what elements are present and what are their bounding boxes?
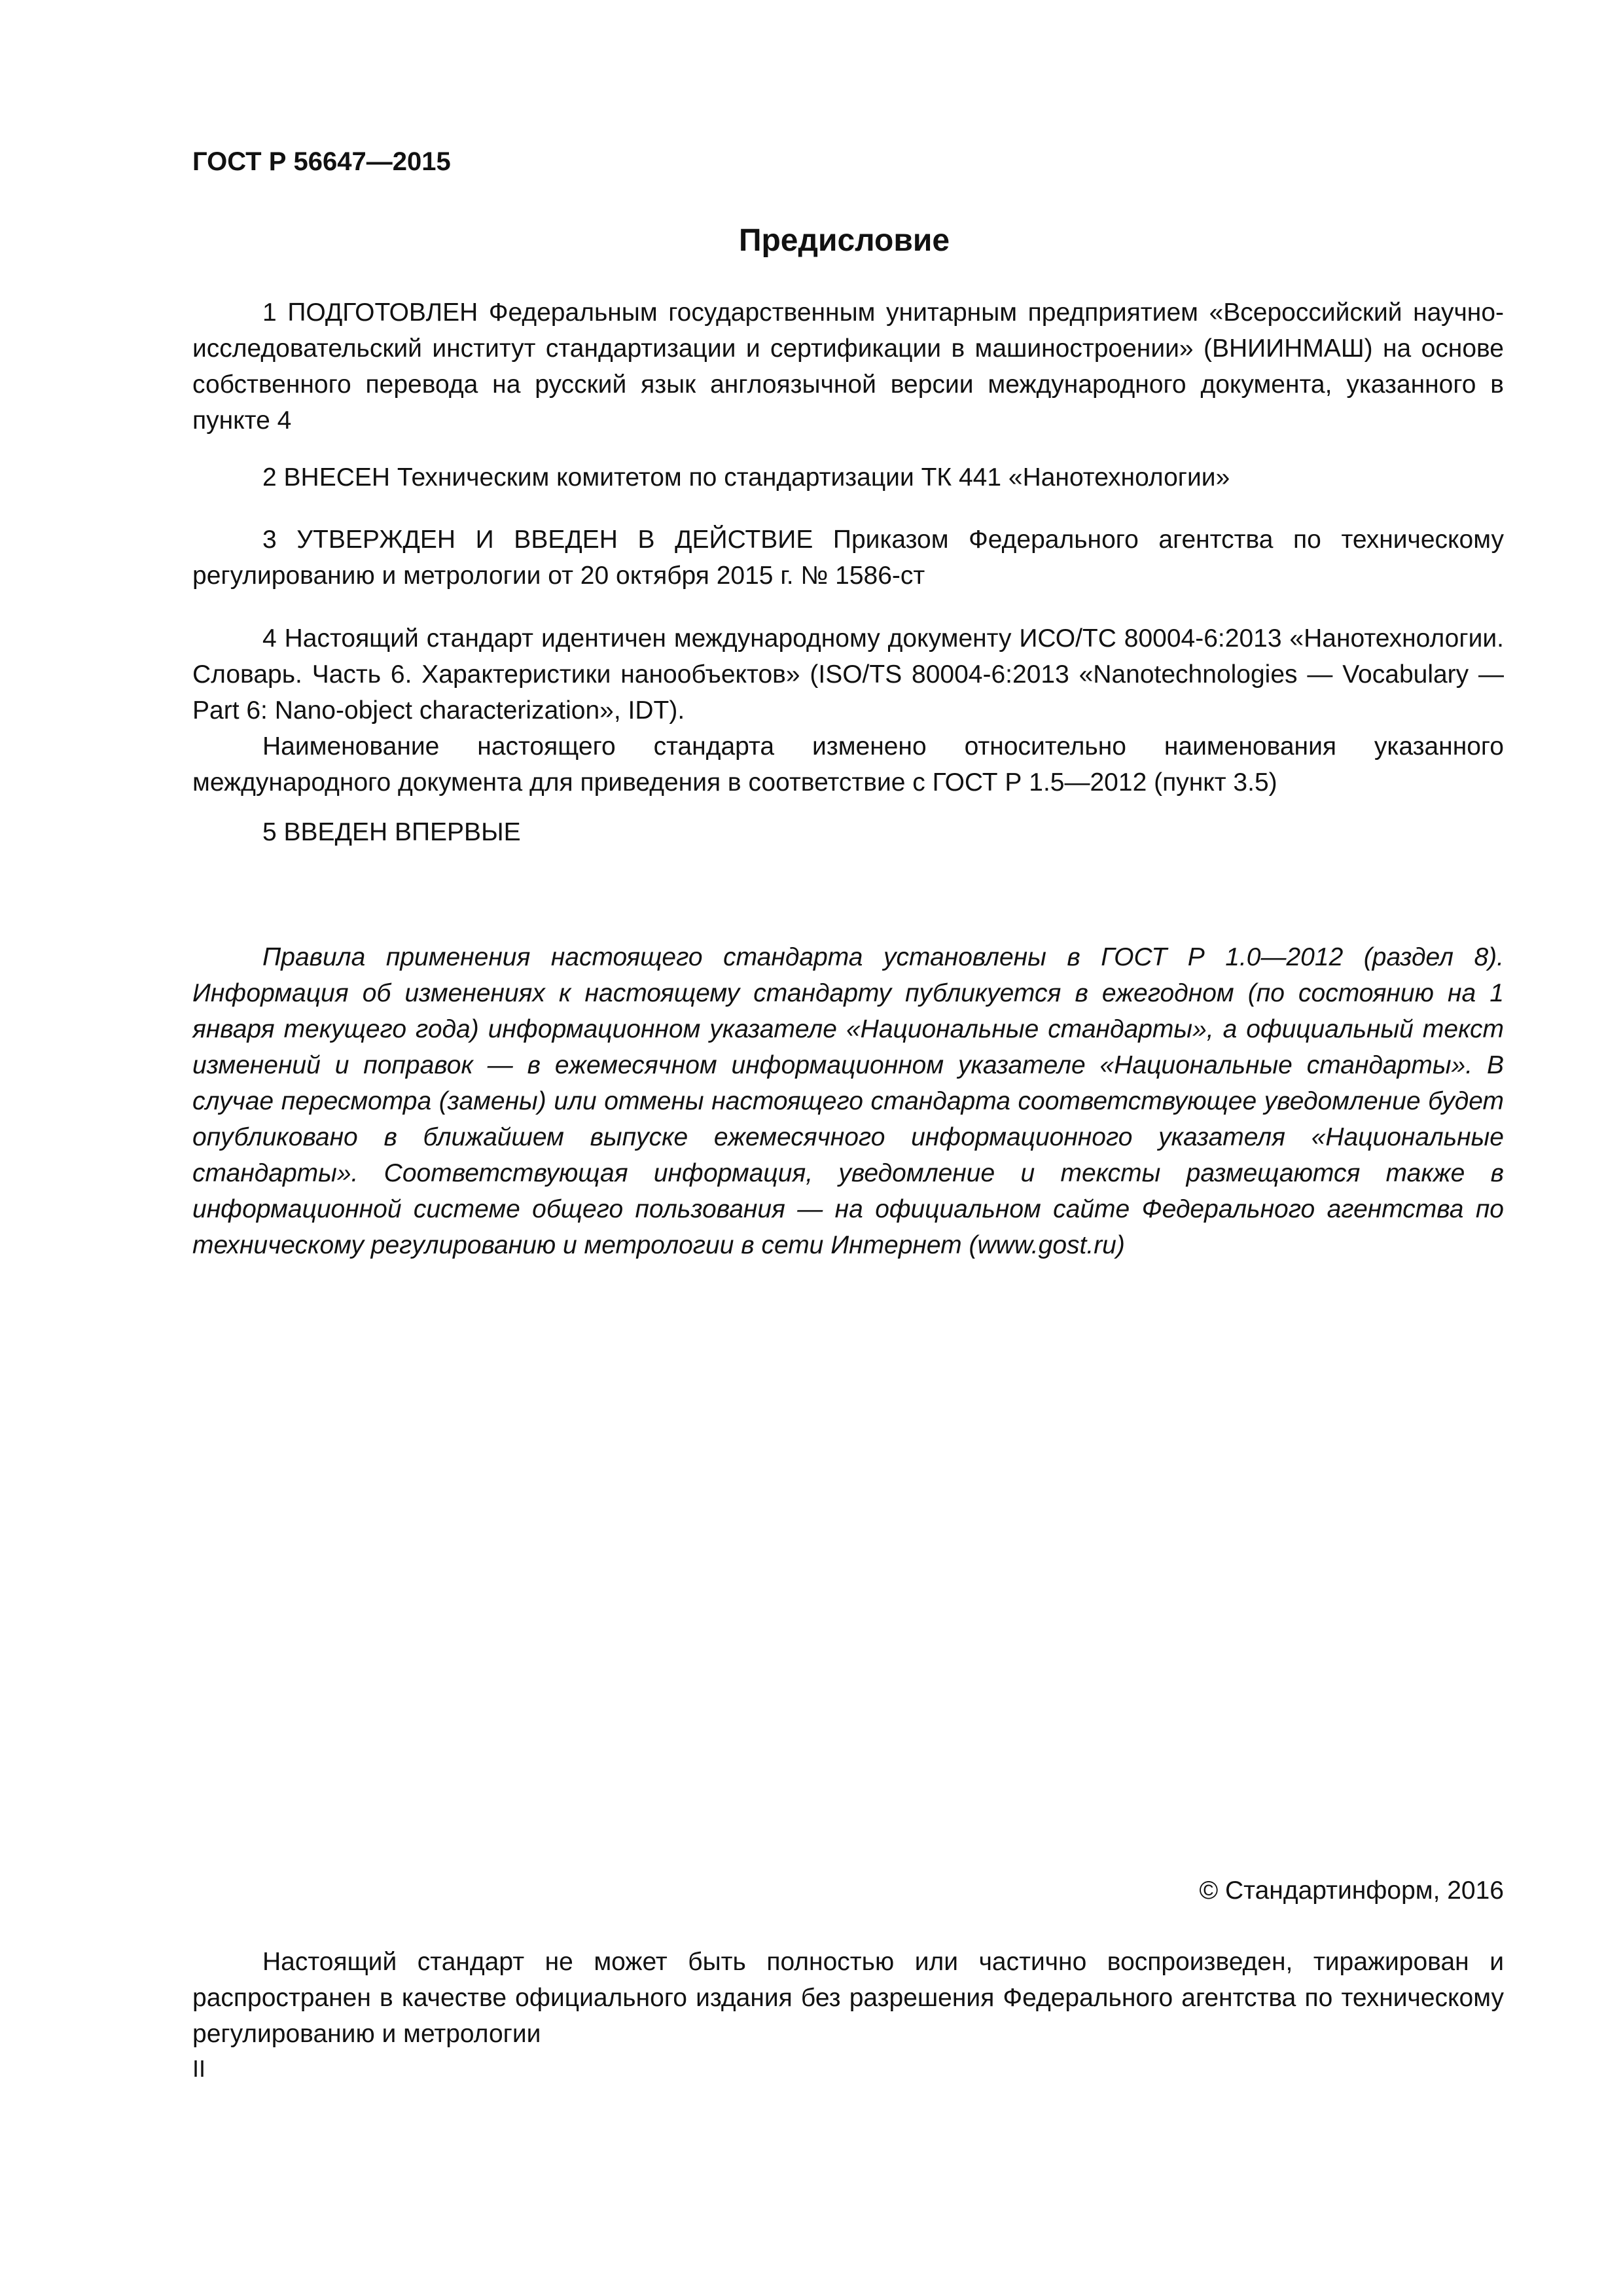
document-number-header: ГОСТ Р 56647—2015: [192, 147, 451, 176]
rules-notice: [192, 939, 1504, 1263]
paragraph-4-continuation: Наименование настоящего стандарта изменено относительно наименования указанного международного документа для приведения в соответствие с ГОСТ Р 1.5—2012 (пункт 3.5): [192, 732, 1504, 797]
paragraph-3: [192, 522, 1504, 594]
page-number: II: [192, 2055, 206, 2082]
reproduction-notice-text: Настоящий стандарт не может быть полностью или частично воспроизведен, тиражирован и распространен в качестве официального издания без разрешения Федерального агентства по техническому регулированию и метрологии: [192, 1948, 1504, 2048]
reproduction-notice: [192, 1944, 1504, 2052]
section-title: Предисловие: [738, 223, 950, 258]
paragraph-2-text: 2 ВНЕСЕН Техническим комитетом по стандартизации ТК 441 «Нанотехнологии»: [262, 463, 1230, 492]
paragraph-5-text: 5 ВВЕДЕН ВПЕРВЫЕ: [262, 818, 521, 846]
paragraph-1: [192, 295, 1504, 439]
paragraph-4: [192, 620, 1504, 800]
copyright-line: © Стандартинформ, 2016: [1199, 1876, 1504, 1905]
paragraph-5: [192, 814, 1504, 850]
rules-notice-text: Правила применения настоящего стандарта установлены в ГОСТ Р 1.0—2012 (раздел 8). Информация об изменениях к настоящему стандарту публикуется в ежегодном (по состоянию на 1 января текущего года) информационном указателе «Национальные стандарты», а официальный текст изменений и поправок — в ежемесячном информационном указателе «Национальные стандарты». В случае пересмотра (замены) или отмены настоящего стандарта соответствующее уведомление будет опубликовано в ближайшем выпуске ежемесячного информационного указателя «Национальные стандарты». Соответствующая информация, уведомление и тексты размещаются также в информационной системе общего пользования — на официальном сайте Федерального агентства по техническому регулированию и метрологии в сети Интернет (www.gost.ru): [192, 943, 1504, 1259]
paragraph-2: [192, 459, 1504, 495]
paragraph-4-text: 4 Настоящий стандарт идентичен международному документу ИСО/ТС 80004-6:2013 «Нанотехнологии. Словарь. Часть 6. Характеристики нанообъектов» (ISO/TS 80004-6:2013 «Nanotechnologies — Vocabulary — Part 6: Nano-object characterization», IDT).: [192, 624, 1504, 725]
paragraph-1-text: 1 ПОДГОТОВЛЕН Федеральным государственным унитарным предприятием «Всероссийский научно-исследовательский институт стандартизации и сертификации в машиностроении» (ВНИИНМАШ) на основе собственного перевода на русский язык англоязычной версии международного документа, указанного в пункте 4: [192, 298, 1504, 435]
paragraph-3-text: 3 УТВЕРЖДЕН И ВВЕДЕН В ДЕЙСТВИЕ Приказом Федерального агентства по техническому регулированию и метрологии от 20 октября 2015 г. № 1586-ст: [192, 526, 1504, 590]
